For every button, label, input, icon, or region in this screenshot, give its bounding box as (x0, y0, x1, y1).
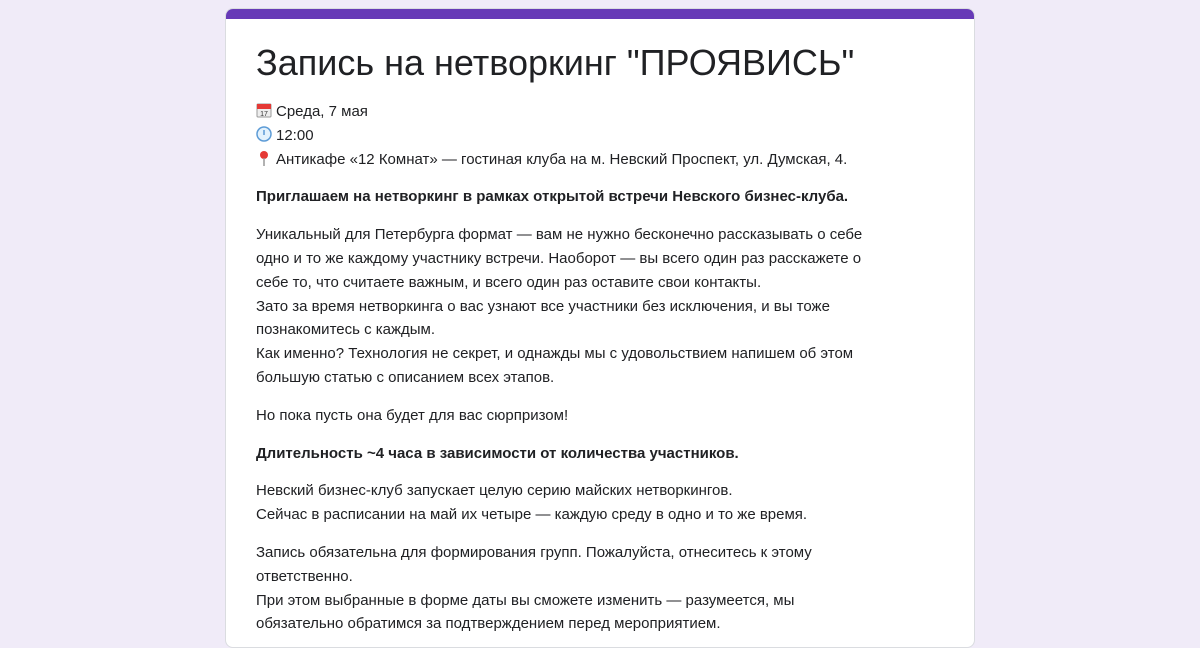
description-paragraph (256, 223, 956, 390)
time-line (256, 124, 956, 148)
clock-icon (256, 126, 272, 142)
description-line: Сейчас в расписании на май их четыре — каждую среду в одно и то же время. (256, 506, 808, 524)
description-paragraph (256, 404, 956, 428)
svg-text:17: 17 (260, 111, 268, 118)
description-line: Длительность ~4 часа в зависимости от количества участников. (256, 444, 739, 462)
description-paragraph (256, 442, 956, 466)
paragraph-gap (256, 390, 956, 404)
description-line: Но пока пусть она будет для вас сюрпризом! (256, 406, 569, 424)
description-paragraph (256, 479, 956, 527)
description-line: Уникальный для Петербурга формат — вам не нужно бесконечно рассказывать о себе (256, 226, 863, 244)
pin-icon (256, 150, 272, 166)
paragraph-gap (256, 209, 956, 223)
date-line (256, 100, 956, 124)
paragraph-gap (256, 527, 956, 541)
description-line: ответственно. (256, 567, 353, 585)
event-location: Антикафе «12 Комнат» — гостиная клуба на м. Невский Проспект, ул. Думская, 4. (276, 150, 848, 168)
location-line (256, 148, 956, 172)
description-line: Приглашаем на нетворкинг в рамках открытой встречи Невского бизнес-клуба. (256, 188, 849, 206)
paragraph-gap (256, 171, 956, 185)
description-line: Невский бизнес-клуб запускает целую серию майских нетворкингов. (256, 482, 733, 500)
description-line: Как именно? Технология не секрет, и однажды мы с удовольствием напишем об этом (256, 345, 854, 363)
form-title: Запись на нетворкинг "ПРОЯВИСЬ" (256, 42, 855, 83)
paragraph-gap (256, 428, 956, 442)
form-header-card (225, 8, 975, 648)
accent-bar (226, 9, 974, 19)
form-description (256, 100, 956, 636)
description-line: себе то, что считаете важным, и всего один раз оставите свои контакты. (256, 273, 762, 291)
calendar-icon (256, 102, 272, 118)
description-paragraph (256, 185, 956, 209)
description-line: одно и то же каждому участнику встречи. Наоборот — вы всего один раз расскажете о (256, 249, 862, 267)
description-line: познакомитесь с каждым. (256, 321, 436, 339)
description-line: Зато за время нетворкинга о вас узнают все участники без исключения, и вы тоже (256, 297, 830, 315)
description-line: обязательно обратимся за подтверждением перед мероприятием. (256, 615, 721, 633)
description-line: При этом выбранные в форме даты вы сможете изменить — разумеется, мы (256, 591, 795, 609)
event-date: Среда, 7 мая (276, 103, 368, 120)
description-paragraph (256, 541, 956, 636)
description-line: Запись обязательна для формирования групп. Пожалуйста, отнеситесь к этому (256, 543, 812, 561)
paragraph-gap (256, 465, 956, 479)
event-time: 12:00 (276, 126, 314, 144)
description-line: большую статью с описанием всех этапов. (256, 368, 555, 386)
